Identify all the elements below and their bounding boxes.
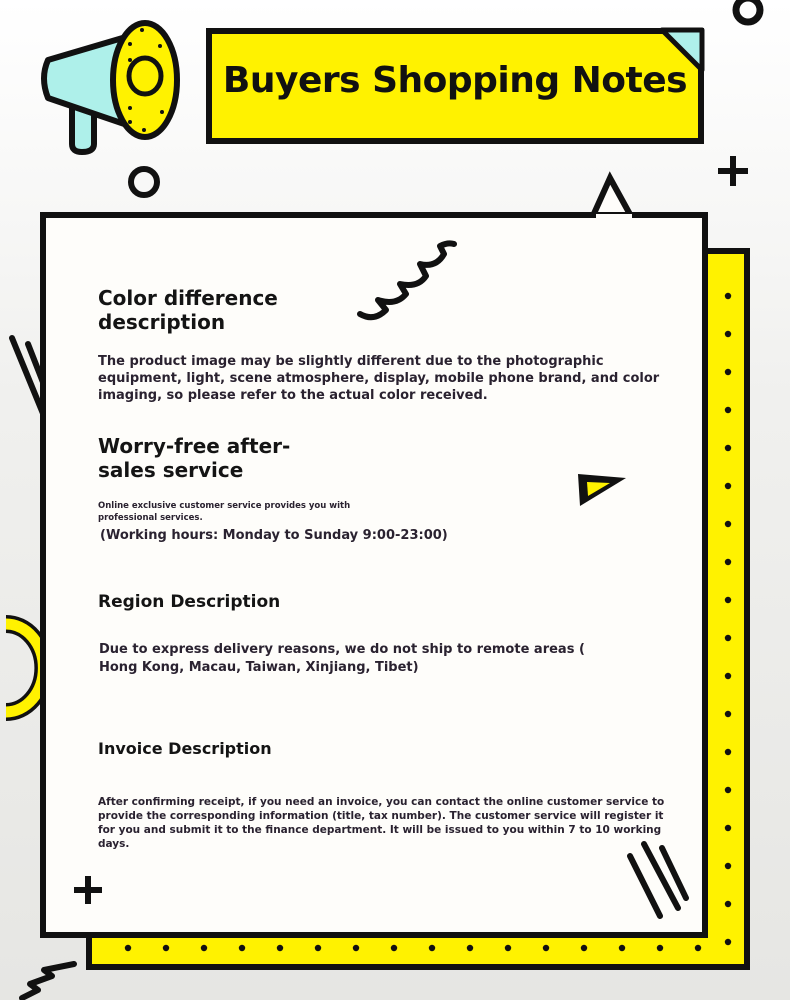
zigzag-icon bbox=[356, 240, 458, 324]
ring-icon bbox=[126, 164, 162, 200]
border-dot bbox=[725, 711, 731, 717]
color-body: The product image may be slightly different due to the photographic equipment, light, scene atmosphere, display, mobile phone brand, and color imaging, so please refer to the actual color received. bbox=[98, 354, 660, 403]
plus-icon bbox=[72, 874, 104, 906]
border-dot bbox=[543, 945, 549, 951]
border-dot bbox=[725, 939, 731, 945]
region-heading: Region Description bbox=[98, 592, 281, 612]
border-dot bbox=[725, 749, 731, 755]
megaphone-icon bbox=[38, 16, 184, 158]
triangle-icon bbox=[574, 470, 630, 512]
border-dot bbox=[725, 521, 731, 527]
border-dot bbox=[725, 331, 731, 337]
border-dot bbox=[725, 293, 731, 299]
border-dot bbox=[725, 863, 731, 869]
invoice-body: After confirming receipt, if you need an invoice, you can contact the online customer service to provide the corresponding information (title, tax number). The customer service will register it for you and submit it to the finance department. It will be issued to you within 7 to 10 working days. bbox=[98, 796, 665, 850]
border-dot bbox=[657, 945, 663, 951]
border-dot bbox=[725, 597, 731, 603]
invoice-heading: Invoice Description bbox=[98, 739, 272, 758]
border-dot bbox=[277, 945, 283, 951]
border-dot bbox=[695, 945, 701, 951]
border-dot bbox=[239, 945, 245, 951]
border-dot bbox=[125, 945, 131, 951]
border-dot bbox=[725, 901, 731, 907]
border-dot bbox=[725, 407, 731, 413]
border-dot bbox=[391, 945, 397, 951]
border-dot bbox=[619, 945, 625, 951]
region-body: Due to express delivery reasons, we do not ship to remote areas ( Hong Kong, Macau, Taiwan, Xinjiang, Tibet) bbox=[99, 642, 585, 675]
border-dot bbox=[725, 673, 731, 679]
border-dot bbox=[725, 825, 731, 831]
service-heading: Worry-free after- sales service bbox=[98, 434, 291, 482]
border-dot bbox=[725, 559, 731, 565]
ring-icon bbox=[730, 0, 766, 30]
service-hours: (Working hours: Monday to Sunday 9:00-23:00) bbox=[100, 528, 448, 543]
border-dot bbox=[201, 945, 207, 951]
border-dot bbox=[725, 635, 731, 641]
border-dot bbox=[505, 945, 511, 951]
plus-icon bbox=[716, 154, 750, 188]
border-dot bbox=[725, 369, 731, 375]
border-dot bbox=[725, 787, 731, 793]
title-banner bbox=[206, 28, 704, 144]
border-dot bbox=[315, 945, 321, 951]
ring-icon bbox=[0, 618, 42, 718]
border-dot bbox=[429, 945, 435, 951]
border-dot bbox=[353, 945, 359, 951]
border-dot bbox=[163, 945, 169, 951]
border-dot bbox=[467, 945, 473, 951]
service-small: Online exclusive customer service provides you with professional services. bbox=[98, 501, 351, 523]
border-dot bbox=[725, 445, 731, 451]
color-heading: Color difference description bbox=[98, 286, 278, 334]
border-dot bbox=[581, 945, 587, 951]
zigzag-icon bbox=[18, 960, 82, 1000]
page-title: Buyers Shopping Notes bbox=[222, 60, 688, 101]
border-dot bbox=[725, 483, 731, 489]
